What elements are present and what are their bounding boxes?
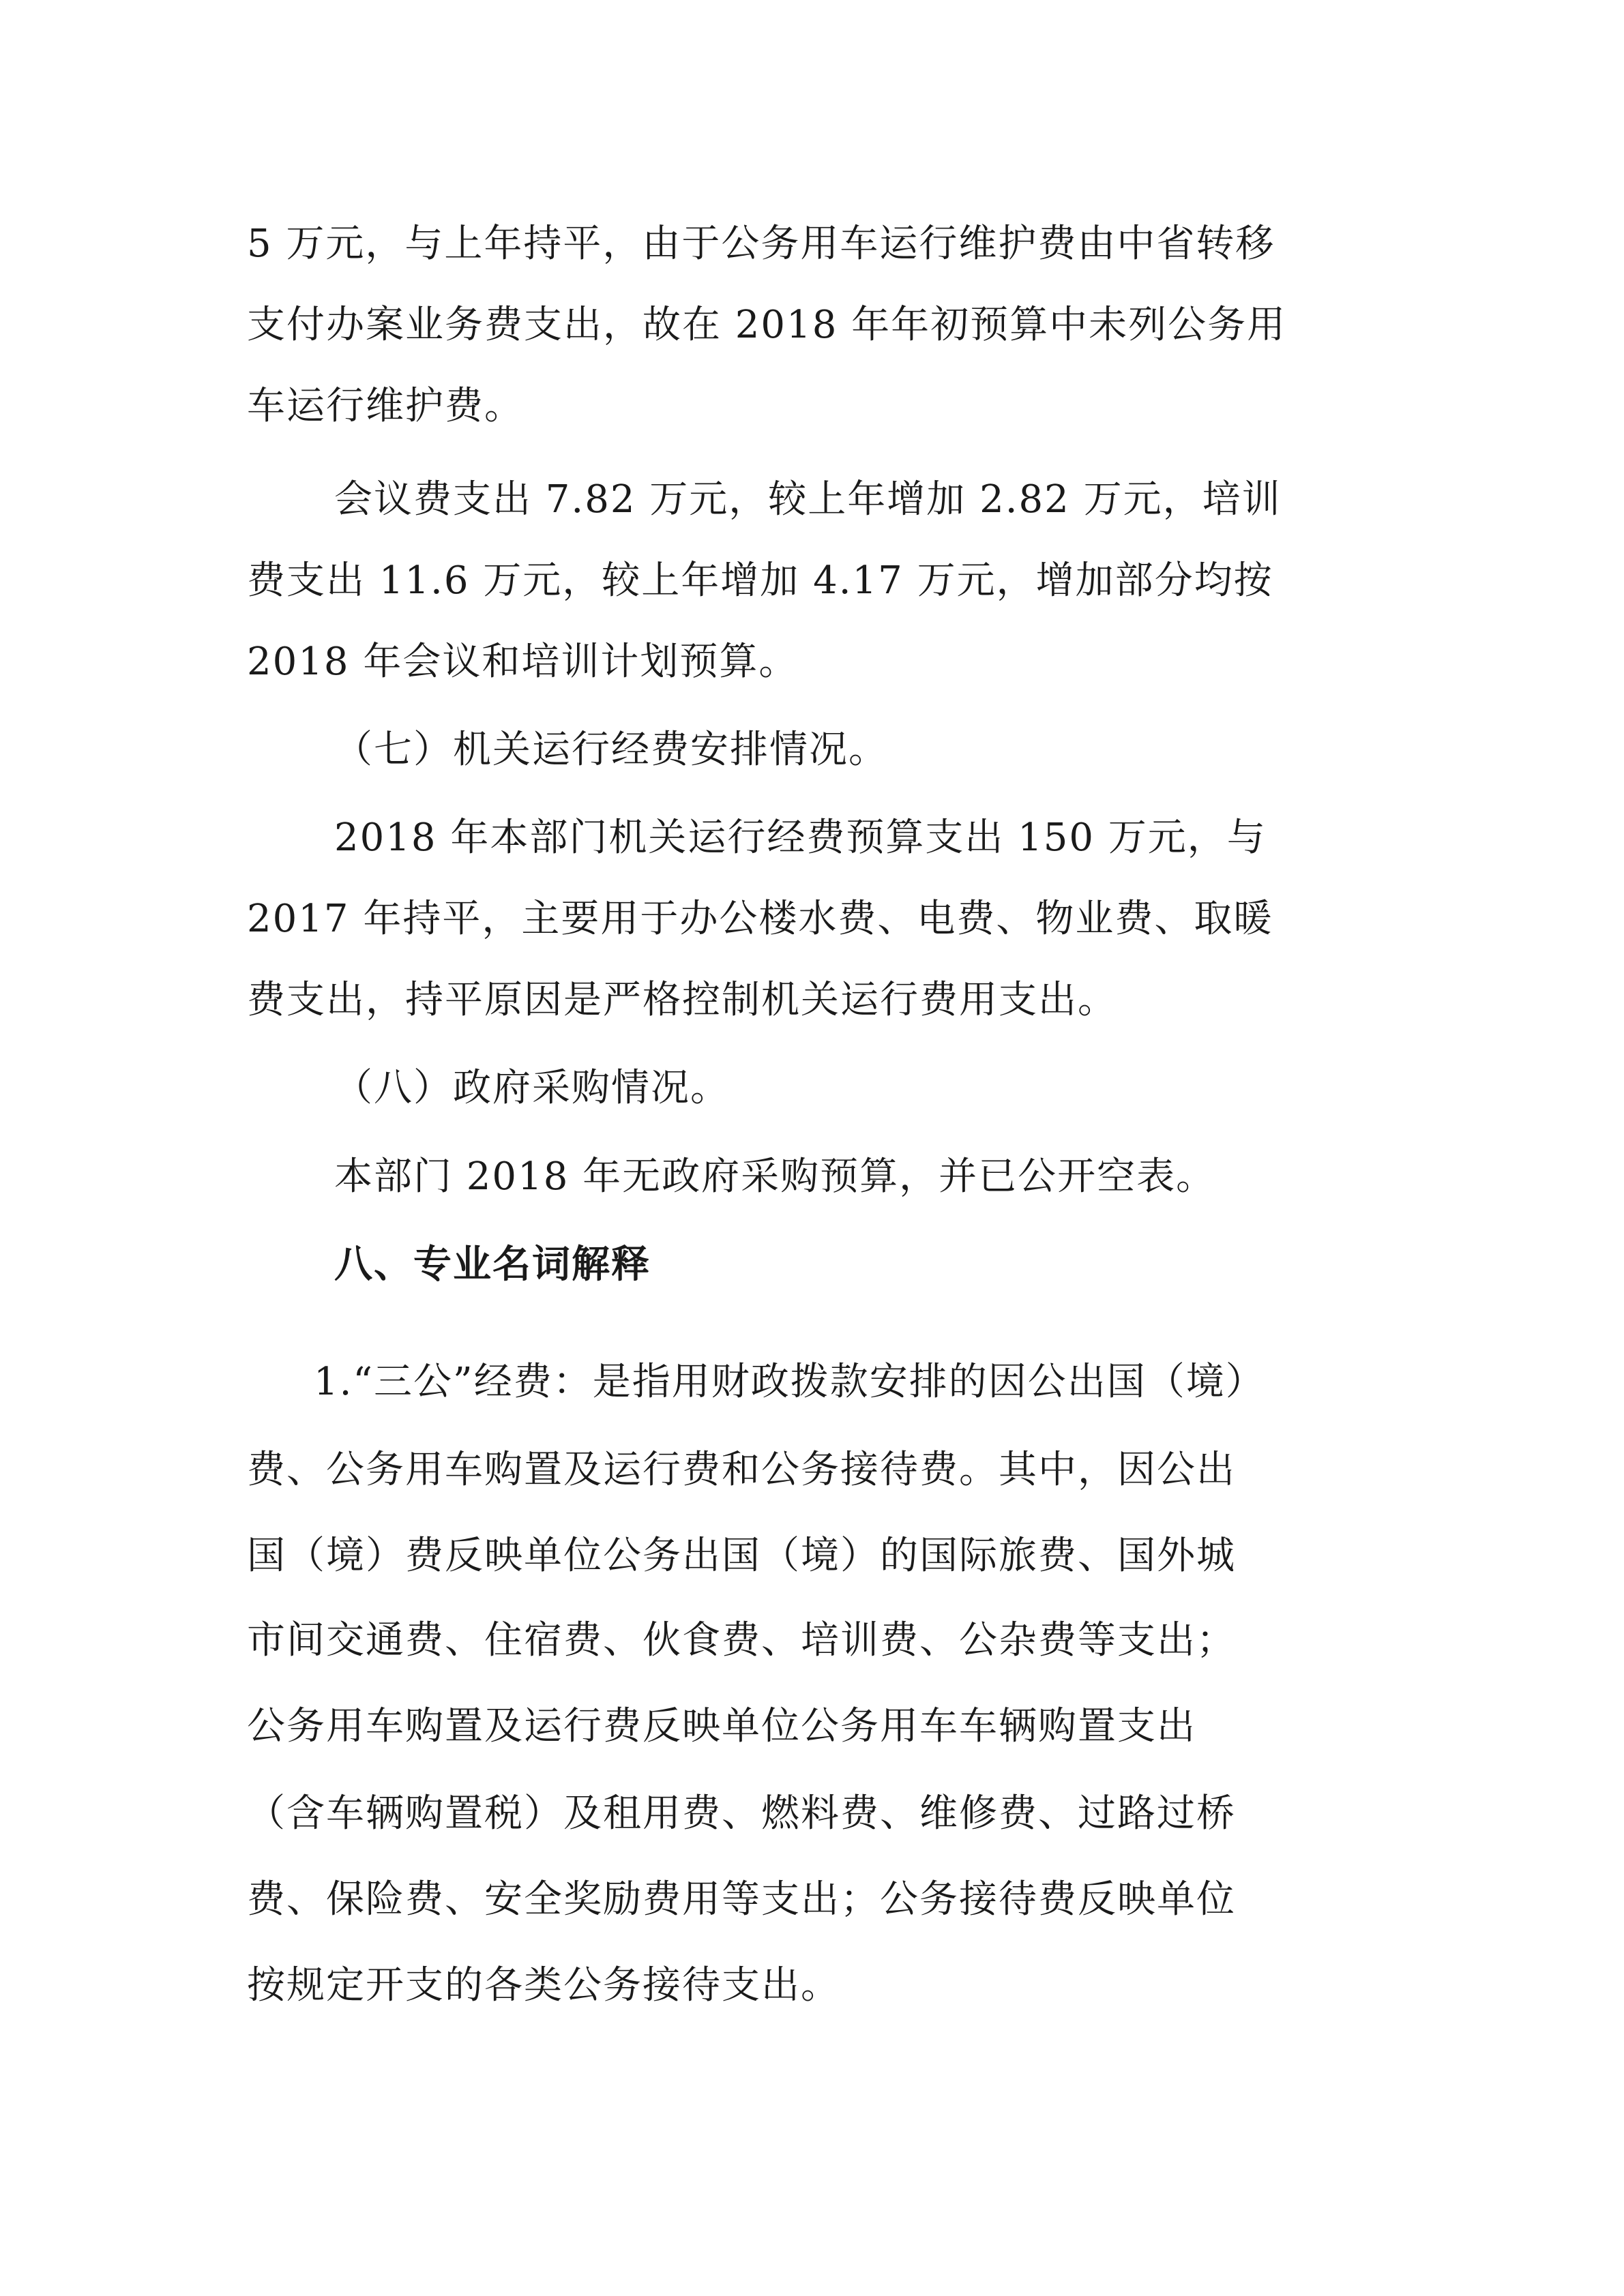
definition-line: 1.“三公”经费：是指用财政拨款安排的因公出国（境） xyxy=(314,1360,1265,1404)
definition-line: 公务用车购置及运行费反映单位公务用车车辆购置支出 xyxy=(247,1704,1196,1748)
definition-line: 市间交通费、住宿费、伙食费、培训费、公杂费等支出； xyxy=(247,1618,1236,1663)
chapter-heading: 八、专业名词解释 xyxy=(334,1242,651,1287)
text-line: 支付办案业务费支出，故在 2018 年年初预算中未列公务用 xyxy=(247,303,1287,347)
text-line: 费支出，持平原因是严格控制机关运行费用支出。 xyxy=(247,978,1117,1022)
text-line: 2018 年会议和培训计划预算。 xyxy=(247,640,799,684)
definition-line: 费、公务用车购置及运行费和公务接待费。其中，因公出 xyxy=(247,1448,1236,1492)
definition-line: 按规定开支的各类公务接待支出。 xyxy=(247,1963,840,2008)
text-line: 2018 年本部门机关运行经费预算支出 150 万元，与 xyxy=(334,816,1267,860)
text-line: 会议费支出 7.82 万元，较上年增加 2.82 万元，培训 xyxy=(334,477,1282,522)
definition-line: 国（境）费反映单位公务出国（境）的国际旅费、国外城 xyxy=(247,1534,1236,1578)
section-title: （八）政府采购情况。 xyxy=(334,1066,730,1110)
definition-line: （含车辆购置税）及租用费、燃料费、维修费、过路过桥 xyxy=(247,1791,1236,1836)
text-line: 车运行维护费。 xyxy=(247,384,524,428)
definition-line: 费、保险费、安全奖励费用等支出；公务接待费反映单位 xyxy=(247,1877,1236,1922)
text-line: 5 万元，与上年持平，由于公务用车运行维护费由中省转移 xyxy=(247,222,1275,266)
text-line: 2017 年持平，主要用于办公楼水费、电费、物业费、取暖 xyxy=(247,897,1273,941)
section-title: （七）机关运行经费安排情况。 xyxy=(334,728,888,772)
text-line: 费支出 11.6 万元，较上年增加 4.17 万元，增加部分均按 xyxy=(247,558,1273,603)
text-line: 本部门 2018 年无政府采购预算，并已公开空表。 xyxy=(334,1154,1216,1199)
